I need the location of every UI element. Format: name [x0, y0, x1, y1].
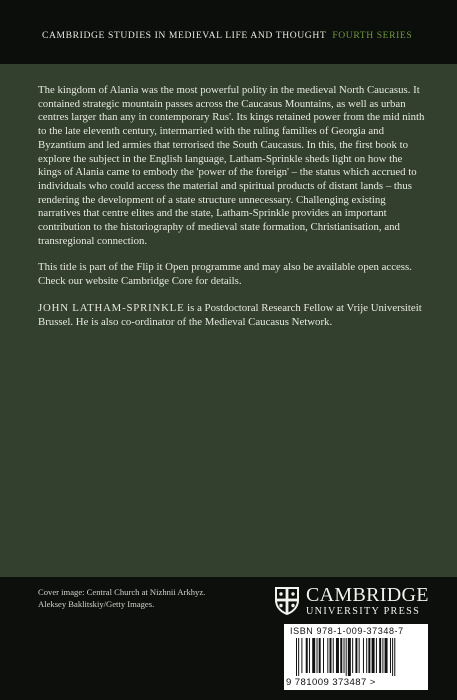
barcode-bar — [352, 638, 353, 673]
barcode-bar — [317, 638, 318, 673]
cover-credit-line-1: Cover image: Central Church at Nizhnii Arkhyz. — [38, 587, 206, 597]
barcode-bar — [344, 638, 345, 673]
barcode-bar — [385, 638, 388, 673]
author-bio-text: is a Postdoctoral Research Fellow at Vrije Universiteit Brussel. He is also co-ordinator of the Medieval Caucasus Network. — [38, 301, 422, 328]
series-bar — [0, 0, 457, 64]
barcode-digits: 9 781009 373487 > — [286, 677, 376, 688]
series-subtitle: FOURTH SERIES — [332, 30, 413, 41]
barcode-bar — [376, 638, 377, 673]
barcode-bar — [306, 638, 308, 673]
cover-credit-line-2: Aleksey Baklitskiy/Getty Images. — [38, 599, 155, 609]
barcode-bar — [363, 638, 364, 673]
barcode-bar — [327, 638, 328, 673]
blurb-paragraph-1: The kingdom of Alania was the most powerful polity in the medieval North Caucasus. It contained strategic mountain passes across the Caucasus Mountains, as well as urban centres larger than any in contemporary Rus'. Its kings retained power from the mid ninth to the late eleventh century, intermarried with the ruling families of Georgia and Byzantium and led armies that terrorised the South Caucasus. In this, the first book to explore the subject in the English language, Latham-Sprinkle sheds light on how the kings of Alania came to embody the 'power of the foreign' – the status which accrued to individuals who could access the material and spiritual products of distant lands – thus rendering the development of a state structure unnecessary. Challenging existing narratives that centre elites and the state, Latham-Sprinkle provides an important contribution to the historiography of medieval state formation, Christianisation, and transregional connection. — [38, 84, 425, 247]
publisher-press: UNIVERSITY PRESS — [306, 606, 421, 617]
barcode-bar — [312, 638, 315, 673]
barcode-bar — [392, 638, 393, 676]
barcode-bar — [298, 638, 299, 676]
blurb — [38, 84, 428, 342]
barcode-bar — [359, 638, 360, 673]
barcode-bar — [372, 638, 375, 673]
publisher-logo — [306, 585, 429, 618]
barcode-bar — [366, 638, 367, 673]
barcode-bar — [301, 638, 302, 673]
barcode-bar — [309, 638, 310, 673]
barcode-bar — [382, 638, 383, 673]
barcode-bar — [319, 638, 321, 673]
isbn-text: ISBN 978-1-009-37348-7 — [290, 626, 404, 636]
barcode-bar — [296, 638, 297, 676]
barcode-bar — [323, 638, 324, 673]
publisher-name: CAMBRIDGE — [306, 584, 429, 606]
university-crest-icon — [274, 586, 300, 616]
author-name: JOHN LATHAM-SPRINKLE — [38, 301, 185, 314]
barcode-bar — [355, 638, 357, 673]
barcode-bar — [333, 638, 334, 673]
series-title: CAMBRIDGE STUDIES IN MEDIEVAL LIFE AND THOUGHT — [42, 30, 327, 41]
barcode — [284, 624, 428, 690]
barcode-bars — [296, 638, 416, 676]
blurb-paragraph-2: This title is part of the Flip it Open programme and may also be available open access. Check our website Cambridge Core for details. — [38, 261, 412, 288]
barcode-bar — [329, 638, 331, 673]
barcode-bar — [379, 638, 381, 673]
cover-credit — [38, 586, 228, 610]
barcode-bar — [336, 638, 339, 673]
barcode-bar — [340, 638, 342, 673]
barcode-bar — [348, 638, 351, 676]
barcode-bar — [346, 638, 347, 676]
author-bio — [38, 302, 428, 329]
barcode-bar — [394, 638, 395, 676]
barcode-bar — [390, 638, 391, 673]
series-title-line — [42, 30, 412, 41]
barcode-bar — [368, 638, 370, 673]
